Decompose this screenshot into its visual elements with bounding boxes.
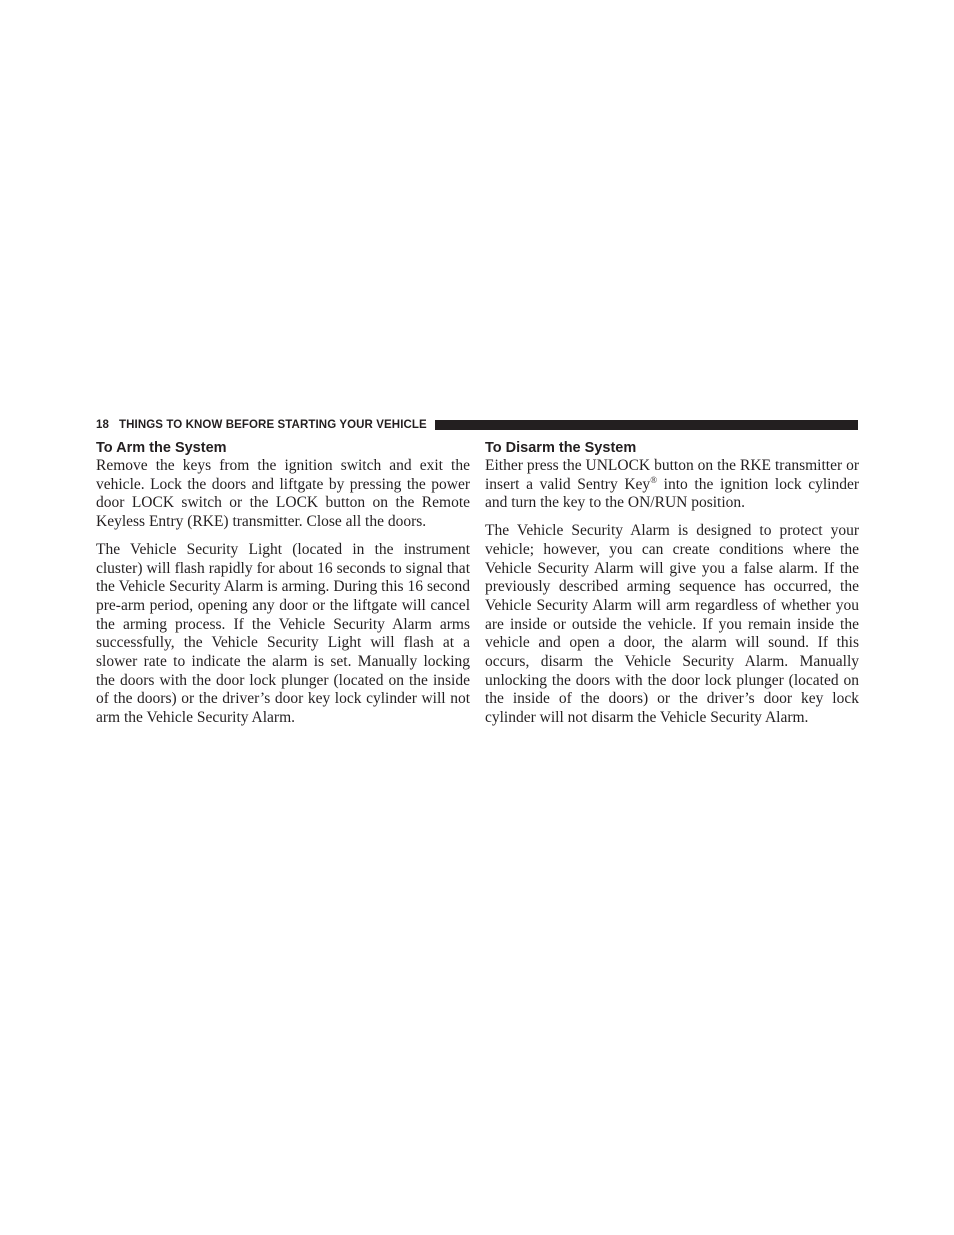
registered-trademark: ® [650, 474, 658, 485]
disarm-paragraph-2: The Vehicle Security Alarm is designed to protect your vehicle; however, you can create conditions where the Vehicle Security Alarm will give you a false alarm. If the previously described arming sequence has occurred, the Vehicle Security Alarm will arm regardless of whether you are inside or outside the vehicle. If you remain inside the vehicle and open a door, the alarm will sound. If this occurs, disarm the Vehicle Security Alarm. Manually unlocking the doors with the door lock plunger (located on the inside of the doors) or the driver’s door key lock cylinder will not disarm the Vehicle Security Alarm. [485, 522, 859, 727]
arm-paragraph-2: The Vehicle Security Light (located in the instrument cluster) will flash rapidly for about 16 seconds to signal that the Vehicle Security Alarm is arming. During this 16 second pre-arm period, opening any door or the liftgate will cancel the arming process. If the Vehicle Security Alarm arms successfully, the Vehicle Security Light will flash at a slower rate to indicate the alarm is set. Manually locking the doors with the door lock plunger (located on the inside of the doors) or the driver’s door key lock cylinder will not arm the Vehicle Security Alarm. [96, 540, 470, 727]
header-rule-bar [435, 420, 858, 430]
disarm-p1-text-a: Either press the UNLOCK button on the RKE transmitter or insert a valid Sentry Key [485, 457, 859, 493]
disarm-system-heading: To Disarm the System [485, 440, 637, 456]
disarm-paragraph-1 [485, 457, 859, 513]
left-column [96, 439, 470, 737]
section-title: THINGS TO KNOW BEFORE STARTING YOUR VEHICLE [119, 419, 427, 431]
arm-system-heading: To Arm the System [96, 440, 227, 456]
arm-paragraph-1: Remove the keys from the ignition switch and exit the vehicle. Lock the doors and liftgate by pressing the power door LOCK switch or the LOCK button on the Remote Keyless Entry (RKE) transmitter. Close all the doors. [96, 457, 470, 531]
page-number: 18 [96, 419, 109, 431]
right-column [485, 439, 859, 737]
page-header [96, 417, 858, 433]
disarm-p1-text-b: into the ignition lock cylinder and turn the key to the ON/RUN position. [485, 475, 859, 512]
